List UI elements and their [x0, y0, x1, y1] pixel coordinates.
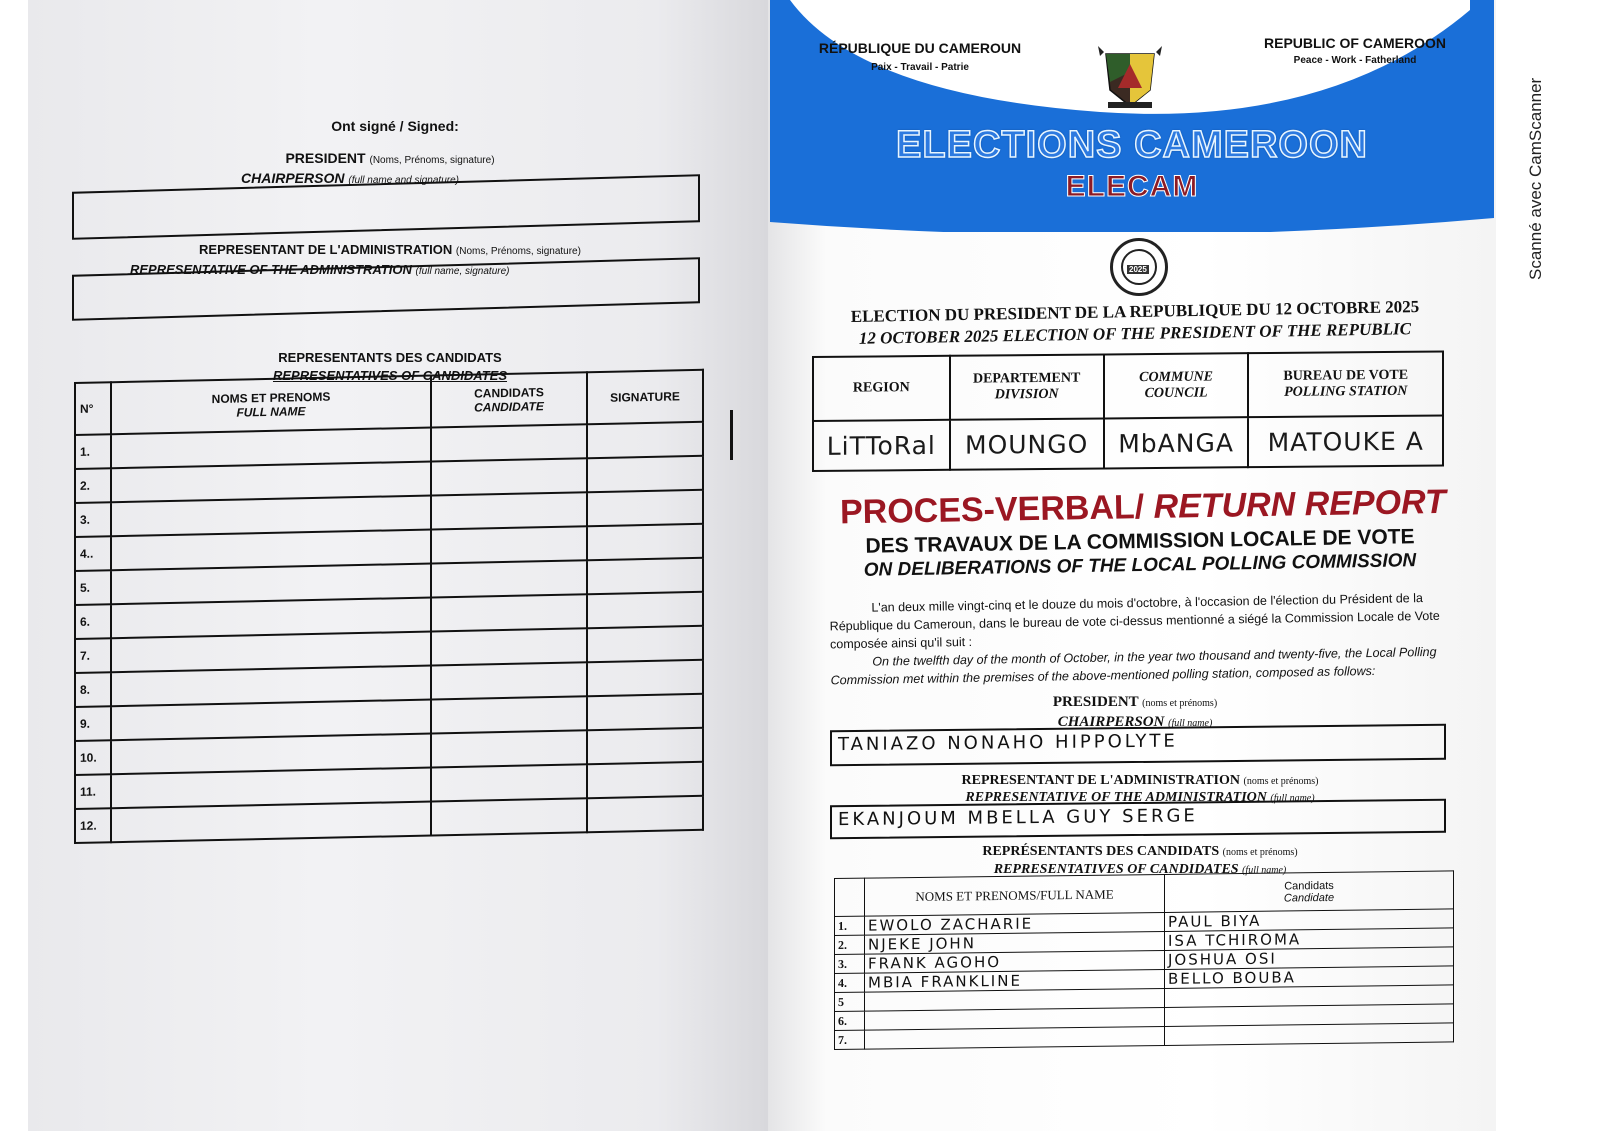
report-subtitle-fr: DES TRAVAUX DE LA COMMISSION LOCALE DE VOTE [865, 525, 1415, 558]
candidate-cell[interactable] [431, 764, 587, 801]
table-row: 6. [835, 1004, 1454, 1031]
org-title: ELECTIONS CAMEROON [896, 124, 1368, 166]
table-row: 11. [75, 762, 703, 809]
administration-rep-label-en: REPRESENTATIVE OF THE ADMINISTRATION (full name, signature) [130, 262, 510, 277]
preamble-paragraph [829, 589, 1450, 690]
region-value[interactable]: LiTToRal [813, 420, 950, 471]
candidate-cell[interactable] [431, 424, 587, 461]
report-title: PROCES-VERBAL/ RETURN REPORT [839, 482, 1447, 532]
col-region: REGION [813, 356, 950, 421]
candidate-cell[interactable] [431, 594, 587, 631]
col-number [835, 878, 865, 916]
signed-title: Ont signé / Signed: [331, 118, 459, 134]
candidate-name[interactable]: BELLO BOUBA [1165, 966, 1454, 989]
signature-cell[interactable] [587, 694, 703, 730]
president-label: PRESIDENT (Noms, Prénoms, signature) [285, 150, 495, 166]
candidate-name[interactable]: JOSHUA OSI [1165, 947, 1454, 970]
signature-cell[interactable] [587, 660, 703, 696]
candidate-cell[interactable] [431, 560, 587, 597]
candidate-cell[interactable] [431, 798, 587, 835]
col-full-name: NOMS ET PRENOMS FULL NAME [111, 376, 431, 435]
candidate-cell[interactable] [431, 492, 587, 529]
table-row: 3. [75, 490, 703, 537]
signature-cell[interactable] [587, 558, 703, 594]
chairperson-label: CHAIRPERSON (full name) [1057, 714, 1213, 730]
candidate-name[interactable]: ISA TCHIROMA [1165, 928, 1454, 951]
candidate-cell[interactable] [431, 628, 587, 665]
administration-rep-name-field[interactable]: EKANJOUM MBELLA GUY SERGE [830, 799, 1446, 839]
candidates-reps-title: REPRÉSENTANTS DES CANDIDATS (noms et prénoms) [982, 844, 1298, 859]
chairperson-label: CHAIRPERSON (full name and signature) [241, 170, 459, 186]
republic-fr: RÉPUBLIQUE DU CAMEROUN [818, 40, 1022, 56]
candidates-reps-title: REPRESENTANTS DES CANDIDATS [278, 350, 502, 365]
signatures-table [74, 369, 704, 844]
table-row: 5 [835, 985, 1454, 1012]
rep-name[interactable]: MBIA FRANKLINE [865, 969, 1165, 992]
chairperson-name-field[interactable]: TANIAZO NONAHO HIPPOLYTE [830, 724, 1446, 766]
table-row: 4. MBIA FRANKLINE BELLO BOUBA [835, 966, 1454, 993]
signature-cell[interactable] [587, 490, 703, 526]
table-row: 10. [75, 728, 703, 775]
table-row: 4.. [75, 524, 703, 571]
table-row: 7. [835, 1023, 1454, 1050]
candidates-reps-title-en: REPRESENTATIVES OF CANDIDATES [272, 368, 508, 383]
report-subtitle-en: ON DELIBERATIONS OF THE LOCAL POLLING COMMISSION [863, 550, 1417, 581]
division-value[interactable]: MOUNGO [950, 418, 1104, 469]
binding-mark [730, 410, 733, 460]
rep-name[interactable]: EWOLO ZACHARIE [865, 912, 1165, 935]
signature-cell[interactable] [587, 456, 703, 492]
table-row: 8. [75, 660, 703, 707]
motto-fr: Paix - Travail - Patrie [871, 62, 969, 73]
candidate-cell[interactable] [431, 696, 587, 733]
table-row: 9. [75, 694, 703, 741]
table-row: 3. FRANK AGOHO JOSHUA OSI [835, 947, 1454, 974]
location-table [812, 350, 1444, 472]
signature-cell[interactable] [587, 524, 703, 560]
coat-of-arms-icon [1090, 42, 1170, 114]
location-row [813, 415, 1443, 470]
scanner-watermark: Scanné avec CamScanner [1526, 77, 1545, 280]
table-row: 2. [75, 456, 703, 503]
polling-station-value[interactable]: MATOUKE A [1248, 415, 1443, 467]
signature-cell[interactable] [587, 626, 703, 662]
candidate-cell[interactable] [431, 458, 587, 495]
rep-name[interactable] [865, 1026, 1165, 1049]
table-row: 1. [75, 422, 703, 469]
name-cell[interactable] [111, 802, 431, 843]
table-row: 12. [75, 796, 703, 843]
signature-cell[interactable] [587, 796, 703, 832]
col-signature: SIGNATURE [587, 370, 703, 424]
candidate-cell[interactable] [431, 730, 587, 767]
candidate-name[interactable] [1165, 1023, 1454, 1046]
table-row: 7. [75, 626, 703, 673]
rep-name[interactable]: NJEKE JOHN [865, 931, 1165, 954]
administration-rep-label-en: REPRESENTATIVE OF THE ADMINISTRATION (full name) [965, 790, 1315, 805]
president-label: PRESIDENT (noms et prénoms) [1052, 694, 1218, 710]
col-candidate: CANDIDATS CANDIDATE [431, 372, 587, 427]
table-row: 6. [75, 592, 703, 639]
col-candidate: Candidats Candidate [1165, 871, 1454, 913]
candidate-cell[interactable] [431, 526, 587, 563]
table-row: 2. NJEKE JOHN ISA TCHIROMA [835, 928, 1454, 955]
election-title-fr: ELECTION DU PRESIDENT DE LA REPUBLIQUE DU 12 OCTOBRE 2025 [850, 297, 1420, 326]
col-division: DEPARTEMENT DIVISION [950, 354, 1104, 419]
col-council: COMMUNE COUNCIL [1104, 353, 1249, 418]
candidates-reps-title-en: REPRESENTATIVES OF CANDIDATES (full name) [993, 862, 1287, 877]
table-row: 1. EWOLO ZACHARIE PAUL BIYA [835, 909, 1454, 936]
election-seal-icon: 2025 [1110, 238, 1168, 296]
administration-rep-label: REPRESENTANT DE L'ADMINISTRATION (noms et prénoms) [961, 773, 1319, 788]
rep-name[interactable]: FRANK AGOHO [865, 950, 1165, 973]
motto-en: Peace - Work - Fatherland [1293, 55, 1417, 66]
signature-cell[interactable] [587, 728, 703, 764]
table-row: 5. [75, 558, 703, 605]
org-acronym: ELECAM [1065, 170, 1199, 203]
administration-rep-label: REPRESENTANT DE L'ADMINISTRATION (Noms, Prénoms, signature) [199, 242, 581, 257]
col-polling-station: BUREAU DE VOTE POLLING STATION [1248, 351, 1443, 417]
preamble-fr: L'an deux mille vingt-cinq et le douze du mois d'octobre, à l'occasion de l'élection du Président de la République du Cameroun, dans le bureau de vote ci-dessus mentionné a siégé la Commission Locale de Vote composée ainsi qu'il suit : [829, 591, 1440, 652]
candidate-cell[interactable] [431, 662, 587, 699]
candidate-reps-table [834, 870, 1454, 1050]
col-number: N° [75, 382, 111, 435]
col-full-name: NOMS ET PRENOMS/FULL NAME [865, 874, 1165, 916]
council-value[interactable]: MbANGA [1104, 417, 1249, 468]
republic-en: REPUBLIC OF CAMEROON [1264, 35, 1446, 51]
signature-cell[interactable] [587, 422, 703, 458]
signature-cell[interactable] [587, 592, 703, 628]
preamble-en: On the twelfth day of the month of October, in the year two thousand and twenty-five, the Local Polling Commission met within the premises of the above-mentioned polling station, composed as follows: [830, 644, 1437, 688]
candidate-name[interactable]: PAUL BIYA [1165, 909, 1454, 932]
election-title-en: 12 OCTOBER 2025 ELECTION OF THE PRESIDENT OF THE REPUBLIC [858, 319, 1412, 348]
signature-cell[interactable] [587, 762, 703, 798]
